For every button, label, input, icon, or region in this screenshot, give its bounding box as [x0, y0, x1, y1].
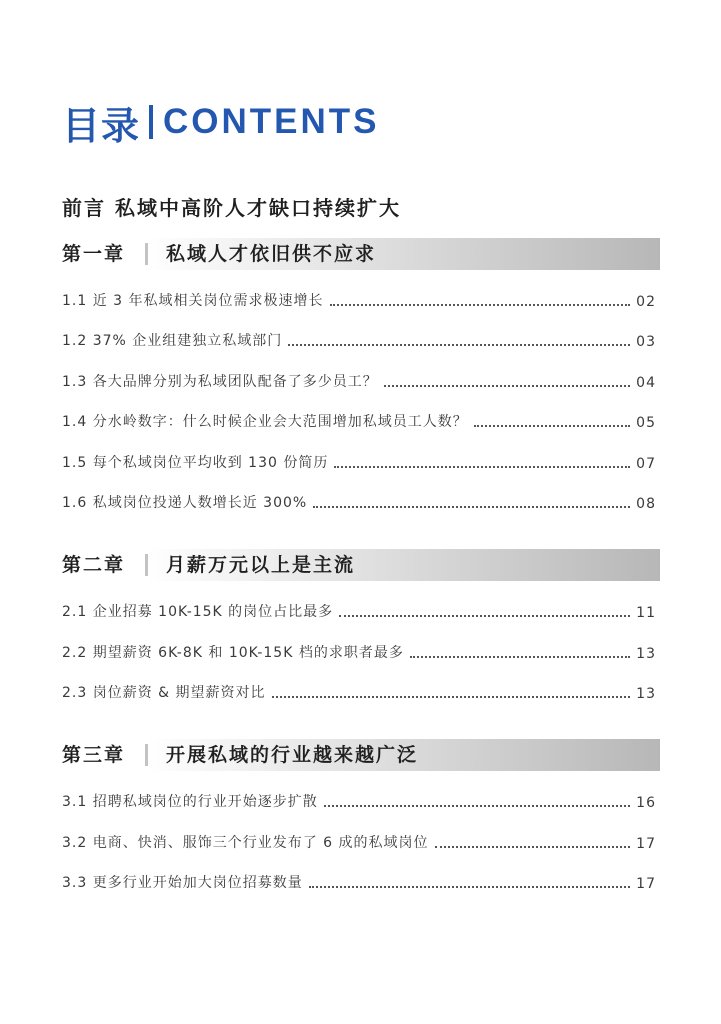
dot-leader	[309, 886, 630, 888]
entry-label: 3.1 招聘私域岗位的行业开始逐步扩散	[62, 794, 318, 810]
entry-page-number: 17	[636, 876, 656, 892]
entry-page-number: 16	[636, 795, 656, 811]
toc-entry-2-2[interactable]	[62, 640, 656, 662]
toc-entry-1-5[interactable]	[62, 450, 656, 472]
entry-label: 1.3 各大品牌分别为私域团队配备了多少员工？	[62, 374, 378, 390]
dot-leader	[313, 506, 630, 508]
chapter-title: 月薪万元以上是主流	[166, 554, 356, 576]
title-en: CONTENTS	[163, 102, 380, 141]
chapter-title: 开展私域的行业越来越广泛	[166, 744, 419, 766]
preface-heading[interactable]: 前言 私域中高阶人才缺口持续扩大	[62, 196, 401, 220]
dot-leader	[339, 615, 630, 617]
toc-entry-1-1[interactable]	[62, 288, 656, 310]
entry-page-number: 17	[636, 836, 656, 852]
toc-entry-2-1[interactable]	[62, 599, 656, 621]
entry-page-number: 13	[636, 686, 656, 702]
entry-label: 3.2 电商、快消、服饰三个行业发布了 6 成的私域岗位	[62, 835, 429, 851]
entry-label: 2.3 岗位薪资 & 期望薪资对比	[62, 685, 266, 701]
entry-page-number: 04	[636, 375, 656, 391]
entry-page-number: 08	[636, 496, 656, 512]
entry-label: 1.5 每个私域岗位平均收到 130 份简历	[62, 455, 329, 471]
entry-page-number: 11	[636, 605, 656, 621]
chapter-divider	[145, 243, 148, 265]
entry-page-number: 02	[636, 294, 656, 310]
dot-leader	[384, 385, 630, 387]
toc-entry-1-2[interactable]	[62, 328, 656, 350]
dot-leader	[288, 344, 630, 346]
entry-page-number: 03	[636, 334, 656, 350]
chapter-2-header[interactable]	[62, 549, 660, 581]
chapter-3-header[interactable]	[62, 739, 660, 771]
chapter-1-header[interactable]	[62, 238, 660, 270]
dot-leader	[324, 805, 630, 807]
dot-leader	[435, 846, 631, 848]
toc-entry-1-4[interactable]	[62, 409, 656, 431]
toc-entry-3-2[interactable]	[62, 830, 656, 852]
chapter-title: 私域人才依旧供不应求	[166, 243, 377, 265]
entry-label: 1.1 近 3 年私域相关岗位需求极速增长	[62, 293, 324, 309]
toc-entry-2-3[interactable]	[62, 680, 656, 702]
toc-entry-1-3[interactable]	[62, 369, 656, 391]
dot-leader	[474, 425, 630, 427]
entry-page-number: 05	[636, 415, 656, 431]
entry-page-number: 13	[636, 646, 656, 662]
page-title	[62, 96, 380, 148]
title-zh: 目录	[62, 103, 141, 148]
entry-label: 1.4 分水岭数字：什么时候企业会大范围增加私域员工人数？	[62, 414, 468, 430]
toc-entry-1-6[interactable]	[62, 490, 656, 512]
toc-entry-3-1[interactable]	[62, 789, 656, 811]
entry-label: 2.2 期望薪资 6K-8K 和 10K-15K 档的求职者最多	[62, 645, 404, 661]
chapter-divider	[145, 744, 148, 766]
toc-entry-3-3[interactable]	[62, 870, 656, 892]
chapter-number: 第一章	[62, 243, 126, 265]
chapter-number: 第二章	[62, 554, 126, 576]
chapter-number: 第三章	[62, 744, 126, 766]
dot-leader	[334, 466, 630, 468]
dot-leader	[272, 696, 631, 698]
entry-label: 1.6 私域岗位投递人数增长近 300%	[62, 495, 308, 511]
entry-label: 1.2 37% 企业组建独立私域部门	[62, 333, 283, 349]
entry-label: 3.3 更多行业开始加大岗位招募数量	[62, 875, 303, 891]
dot-leader	[410, 656, 630, 658]
dot-leader	[330, 304, 631, 306]
chapter-divider	[145, 554, 148, 576]
entry-label: 2.1 企业招募 10K-15K 的岗位占比最多	[62, 604, 334, 620]
entry-page-number: 07	[636, 456, 656, 472]
title-separator	[149, 105, 153, 139]
